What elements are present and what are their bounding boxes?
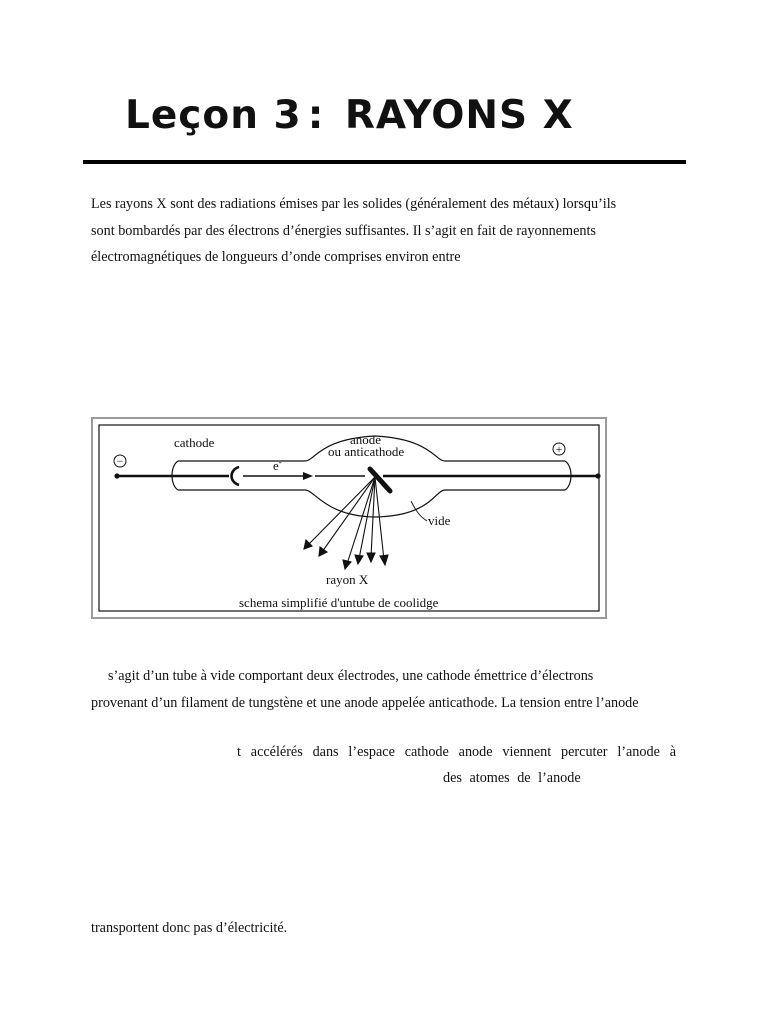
tube-line-1: s’agit d’un tube à vide comportant deux électrodes, une cathode émettrice d’électrons (108, 668, 594, 684)
x-ray-arrowhead (304, 540, 312, 549)
tube-paragraph (91, 663, 676, 716)
anode-atoms-text: des atomes de l’anode (443, 770, 581, 786)
cathode-terminal (114, 473, 119, 478)
minus-symbol: − (116, 454, 124, 468)
x-ray-arrowhead (380, 555, 388, 565)
rayon-x-label: rayon X (326, 572, 369, 587)
electron-label (273, 457, 282, 473)
anode-label: anode (350, 432, 382, 447)
figure-caption: schema simplifié d'untube de coolidge (239, 595, 439, 610)
accelerated-electrons-text: t accélérés dans l’espace cathode anode viennent percuter l’anode à (237, 744, 676, 760)
x-ray-arrowhead (355, 555, 363, 564)
transport-text: transportent donc pas d’électricité. (91, 920, 288, 936)
x-ray-beams (304, 477, 388, 569)
intro-line-1: Les rayons X sont des radiations émises par les solides (généralement des métaux) lorsqu’ils (91, 196, 617, 212)
intro-line-2: sont bombardés par des électrons d’énergies suffisantes. Il s’agit en fait de rayonnements (91, 222, 596, 239)
x-ray-arrowhead (367, 553, 375, 562)
anticathode-label: ou anticathode (328, 444, 405, 459)
page-title (125, 93, 685, 140)
vide-label: vide (428, 513, 451, 528)
cathode-cup (232, 467, 240, 485)
title-underline (83, 160, 686, 164)
intro-paragraph (91, 191, 676, 271)
x-ray-arrowhead (319, 547, 327, 556)
anode-terminal (595, 473, 600, 478)
lesson-number: Leçon 3 (125, 93, 302, 138)
tube-line-2: provenant d’un filament de tungstène et une anode appelée anticathode. La tension entre l’anode (91, 694, 639, 711)
coolidge-tube-diagram (93, 419, 605, 617)
electron-beam-arrowhead (303, 472, 313, 480)
x-ray-beam (322, 477, 375, 552)
cathode-label: cathode (174, 435, 215, 450)
coolidge-tube-figure (91, 417, 607, 619)
plus-symbol: + (555, 442, 563, 456)
title-separator: : (307, 93, 325, 138)
electron-charge: - (278, 457, 282, 467)
x-ray-beam (308, 477, 375, 545)
intro-line-3: électromagnétiques de longueurs d’onde comprises environ entre (91, 249, 461, 265)
electron-symbol: e (273, 458, 279, 473)
x-ray-arrowhead (343, 560, 351, 569)
x-ray-beam (375, 477, 384, 560)
lesson-subject: RAYONS X (344, 93, 574, 138)
